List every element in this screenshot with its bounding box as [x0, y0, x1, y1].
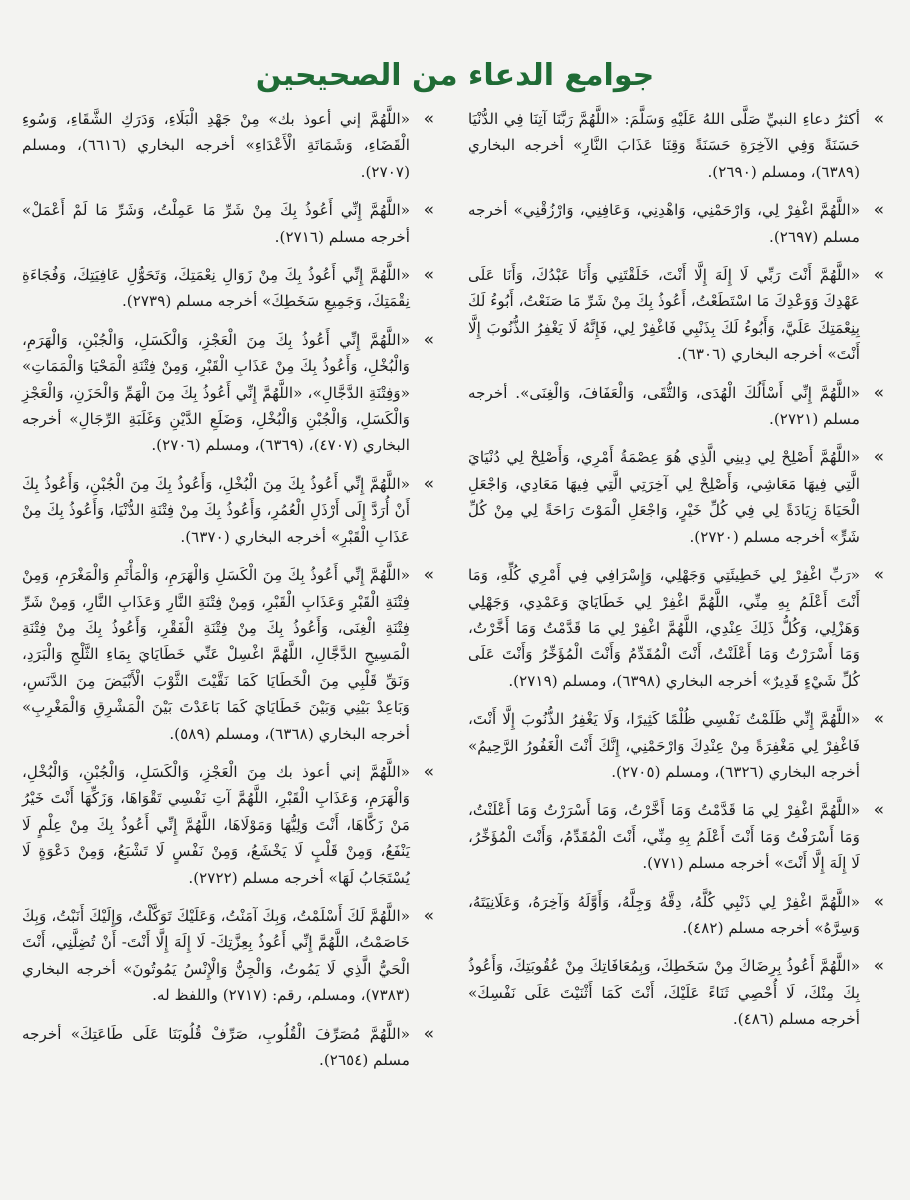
dua-text: «اللَّهُمَّ لَكَ أَسْلَمْتُ، وَبِكَ آمَنْتُ، وَعَلَيْكَ تَوَكَّلْتُ، وَإِلَيْكَ أَنَبْتُ، وَبِكَ خَاصَمْتُ، اللَّهُمَّ إِنِّي أَعُوذُ بِعِزَّتِكَ- لَا إِلَهَ إِلَّا أَنْتَ- أَنْ تُضِلَّنِي، أَنْتَ الْحَيُّ الَّذِي لَا يَمُوتُ، وَالْجِنُّ وَالْإِنْسُ يَمُوتُونَ» أخرجه البخاري (٧٣٨٣)، ومسلم، رقم: (٢٧١٧) واللفظ له. — [22, 906, 410, 1005]
dua-text: «اللَّهُمَّ اغْفِرْ لِي مَا قَدَّمْتُ وَمَا أَخَّرْتُ، وَمَا أَسْرَرْتُ وَمَا أَعْلَنْتُ، وَمَا أَسْرَفْتُ وَمَا أَنْتَ أَعْلَمُ بِهِ مِنِّي، أَنْتَ الْمُقَدِّمُ، وَأَنْتَ الْمُؤَخِّرُ، لَا إِلَهَ إِلَّا أَنْتَ» أخرجه مسلم (٧٧١). — [468, 801, 860, 873]
bullet-marker: » — [873, 956, 884, 977]
bullet-marker: » — [873, 382, 884, 403]
bullet-marker: » — [873, 709, 884, 730]
dua-text: «اللَّهُمَّ إِنِّي أَعُوذُ بِكَ مِنْ زَوَالِ نِعْمَتِكَ، وَتَحَوُّلِ عَافِيَتِكَ، وَفُجَاءَةِ نِقْمَتِكَ، وَجَمِيعِ سَخَطِكَ» أخرجه مسلم (٢٧٣٩). — [22, 266, 410, 311]
right-column — [468, 106, 886, 1045]
dua-item — [468, 380, 886, 433]
bullet-marker: » — [423, 565, 434, 586]
dua-text: «اللَّهُمَّ إِنِّي أَعُوذُ بِكَ مِنَ الْبُخْلِ، وَأَعُوذُ بِكَ مِنَ الْجُبْنِ، وَأَعُوذُ بِكَ أَنْ أُرَدَّ إِلَى أَرْذَلِ الْعُمُرِ، وَأَعُوذُ بِكَ مِنْ فِتْنَةِ الدُّنْيَا، وَأَعُوذُ بِكَ مِنْ عَذَابِ الْقَبْرِ» أخرجه البخاري (٦٣٧٠). — [22, 474, 410, 546]
bullet-marker: » — [873, 891, 884, 912]
dua-item — [22, 471, 436, 550]
dua-item — [468, 953, 886, 1032]
bullet-marker: » — [873, 565, 884, 586]
bullet-marker: » — [873, 800, 884, 821]
bullet-marker: » — [873, 109, 884, 129]
dua-item — [22, 759, 436, 891]
dua-text: «اللَّهُمَّ أَصْلِحْ لِي دِينِي الَّذِي هُوَ عِصْمَةُ أَمْرِي، وَأَصْلِحْ لِي دُنْيَايَ الَّتِي فِيهَا مَعَاشِي، وَأَصْلِحْ لِي آخِرَتِي الَّتِي فِيهَا مَعَادِي، وَاجْعَلِ الْحَيَاةَ زِيَادَةً لِي فِي كُلِّ خَيْرٍ، وَاجْعَلِ الْمَوْتَ رَاحَةً لِي مِنْ كُلِّ شَرٍّ» أخرجه مسلم (٢٧٢٠). — [468, 448, 860, 546]
dua-text: أكثرُ دعاءِ النبيِّ صَلَّى اللهُ عَلَيْهِ وَسَلَّمَ: «اللَّهُمَّ رَبَّنَا آتِنَا فِي الدُّنْيَا حَسَنَةً وَفِي الآخِرَةِ حَسَنَةً وَقِنَا عَذَابَ النَّارِ» أخرجه البخاري (٦٣٨٩)، ومسلم (٢٦٩٠). — [468, 110, 860, 181]
left-column — [22, 106, 436, 1085]
dua-text: «اللَّهُمَّ إِنِّي أَعُوذُ بِكَ مِنَ الْكَسَلِ وَالْهَرَمِ، وَالْمَأْثَمِ وَالْمَغْرَمِ، وَمِنْ فِتْنَةِ الْقَبْرِ وَعَذَابِ الْقَبْرِ، وَمِنْ فِتْنَةِ النَّارِ وَعَذَابِ النَّارِ، وَمِنْ شَرِّ فِتْنَةِ الْغِنَى، وَأَعُوذُ بِكَ مِنْ فِتْنَةِ الْفَقْرِ، وَأَعُوذُ بِكَ مِنْ فِتْنَةِ الْمَسِيحِ الدَّجَّالِ، اللَّهُمَّ اغْسِلْ عَنِّي خَطَايَايَ بِمَاءِ الثَّلْجِ وَالْبَرَدِ، وَنَقِّ قَلْبِي مِنَ الْخَطَايَا كَمَا نَقَّيْتَ الثَّوْبَ الْأَبْيَضَ مِنَ الدَّنَسِ، وَبَاعِدْ بَيْنِي وَبَيْنَ خَطَايَايَ كَمَا بَاعَدْتَ بَيْنَ الْمَشْرِقِ وَالْمَغْرِبِ» أخرجه البخاري (٦٣٦٨)، ومسلم (٥٨٩). — [22, 566, 410, 743]
dua-item — [468, 562, 886, 694]
bullet-marker: » — [423, 329, 434, 350]
bullet-marker: » — [873, 265, 884, 286]
dua-item — [22, 262, 436, 315]
dua-text: «اللَّهُمَّ إِنِّي ظَلَمْتُ نَفْسِي ظُلْمًا كَثِيرًا، وَلَا يَغْفِرُ الذُّنُوبَ إِلَّا أَنْتَ، فَاغْفِرْ لِي مَغْفِرَةً مِنْ عِنْدِكَ وَارْحَمْنِي، إِنَّكَ أَنْتَ الْغَفُورُ الرَّحِيمُ» أخرجه البخاري (٦٣٢٦)، ومسلم (٢٧٠٥). — [468, 710, 860, 781]
bullet-marker: » — [873, 447, 884, 468]
dua-item — [22, 903, 436, 1009]
bullet-marker: » — [423, 905, 434, 926]
dua-text: «اللَّهُمَّ إني أعوذ بك» مِنْ جَهْدِ الْبَلَاءِ، وَدَرَكِ الشَّقَاءِ، وَسُوءِ الْقَضَاءِ، وَشَمَاتَةِ الْأَعْدَاءِ» أخرجه البخاري (٦٦١٦)، ومسلم (٢٧٠٧). — [22, 110, 410, 181]
dua-item — [22, 327, 436, 459]
dua-item — [22, 106, 436, 185]
dua-text: «اللَّهُمَّ اغْفِرْ لِي، وَارْحَمْنِي، وَاهْدِنِي، وَعَافِنِي، وَارْزُقْنِي» أخرجه مسلم (٢٦٩٧). — [468, 201, 860, 246]
dua-item — [468, 889, 886, 942]
dua-item — [468, 106, 886, 185]
dua-text: «اللَّهُمَّ اغْفِرْ لِي ذَنْبِي كُلَّهُ، دِقَّهُ وَجِلَّهُ، وَأَوَّلَهُ وَآخِرَهُ، وَعَلَانِيَتَهُ، وَسِرَّهُ» أخرجه مسلم (٤٨٢). — [468, 892, 860, 937]
dua-text: «رَبِّ اغْفِرْ لِي خَطِيئَتِي وَجَهْلِي، وَإِسْرَافِي فِي أَمْرِي كُلِّهِ، وَمَا أَنْتَ أَعْلَمُ بِهِ مِنِّي، اللَّهُمَّ اغْفِرْ لِي خَطَايَايَ وَعَمْدِي، وَجَهْلِي وَهَزْلِي، وَكُلُّ ذَلِكَ عِنْدِي، اللَّهُمَّ اغْفِرْ لِي مَا قَدَّمْتُ وَمَا أَخَّرْتُ، وَمَا أَسْرَرْتُ وَمَا أَعْلَنْتُ، أَنْتَ الْمُقَدِّمُ وَأَنْتَ الْمُؤَخِّرُ وَأَنْتَ عَلَى كُلِّ شَيْءٍ قَدِيرٌ» أخرجه البخاري (٦٣٩٨)، ومسلم (٢٧١٩). — [468, 566, 860, 690]
dua-text: «اللَّهُمَّ أَعُوذُ بِرِضَاكَ مِنْ سَخَطِكَ، وَبِمُعَافَاتِكَ مِنْ عُقُوبَتِكَ، وَأَعُوذُ بِكَ مِنْكَ، لَا أُحْصِي ثَنَاءً عَلَيْكَ، أَنْتَ كَمَا أَثْنَيْتَ عَلَى نَفْسِكَ» أخرجه مسلم (٤٨٦). — [468, 957, 860, 1029]
dua-text: «اللَّهُمَّ مُصَرِّفَ الْقُلُوبِ، صَرِّفْ قُلُوبَنَا عَلَى طَاعَتِكَ» أخرجه مسلم (٢٦٥٤). — [22, 1024, 410, 1069]
bullet-marker: » — [423, 473, 434, 494]
dua-item — [468, 197, 886, 250]
bullet-marker: » — [873, 200, 884, 221]
dua-text: «اللَّهُمَّ إِنِّي أَعُوذُ بِكَ مِنْ شَرِّ مَا عَمِلْتُ، وَشَرِّ مَا لَمْ أَعْمَلْ» أخرجه مسلم (٢٧١٦). — [22, 201, 410, 246]
bullet-marker: » — [423, 265, 434, 286]
dua-item — [468, 444, 886, 550]
dua-text: «اللَّهُمَّ إِنِّي أَعُوذُ بِكَ مِنَ الْعَجْزِ، وَالْكَسَلِ، وَالْجُبْنِ، وَالْهَرَمِ، وَالْبُخْلِ، وَأَعُوذُ بِكَ مِنْ عَذَابِ الْقَبْرِ، وَمِنْ فِتْنَةِ الْمَحْيَا وَالْمَمَاتِ» «وَفِتْنَةِ الدَّجَّالِ»، «اللَّهُمَّ إِنِّي أَعُوذُ بِكَ مِنَ الْهَمِّ وَالْحَزَنِ، وَالْعَجْزِ وَالْكَسَلِ، وَالْجُبْنِ وَالْبُخْلِ، وَضَلَعِ الدَّيْنِ وَغَلَبَةِ الرِّجَالِ» أخرجه البخاري (٤٧٠٧)، (٦٣٦٩)، ومسلم (٢٧٠٦). — [22, 330, 410, 455]
bullet-marker: » — [423, 109, 434, 129]
bullet-marker: » — [423, 1023, 434, 1044]
dua-text: «اللَّهُمَّ إِنِّي أَسْأَلُكَ الْهُدَى، وَالتُّقَى، وَالْعَفَافَ، وَالْغِنَى». أخرجه مسلم (٢٧٢١). — [468, 383, 860, 429]
dua-item — [22, 562, 436, 747]
dua-item — [468, 706, 886, 785]
dua-item — [22, 1021, 436, 1074]
bullet-marker: » — [423, 200, 434, 221]
dua-item — [468, 797, 886, 876]
dua-text: «اللَّهُمَّ أَنْتَ رَبِّي لَا إِلَهَ إِلَّا أَنْتَ، خَلَقْتَنِي وَأَنَا عَبْدُكَ، وَأَنَا عَلَى عَهْدِكَ وَوَعْدِكَ مَا اسْتَطَعْتُ، أَعُوذُ بِكَ مِنْ شَرِّ مَا صَنَعْتُ، أَبُوءُ لَكَ بِنِعْمَتِكَ عَلَيَّ، وَأَبُوءُ لَكَ بِذَنْبِي فَاغْفِرْ لِي، فَإِنَّهُ لَا يَغْفِرُ الذُّنُوبَ إِلَّا أَنْتَ» أخرجه البخاري (٦٣٠٦). — [468, 266, 860, 364]
dua-item — [468, 262, 886, 368]
page-title: جوامع الدعاء من الصحيحين — [255, 58, 655, 93]
dua-text: «اللَّهُمَّ إني أعوذ بك مِنَ الْعَجْزِ، وَالْكَسَلِ، وَالْجُبْنِ، وَالْبُخْلِ، وَالْهَرَمِ، وَعَذَابِ الْقَبْرِ، اللَّهُمَّ آتِ نَفْسِي تَقْوَاهَا، وَزَكِّهَا أَنْتَ خَيْرُ مَنْ زَكَّاهَا، أَنْتَ وَلِيُّهَا وَمَوْلَاهَا، اللَّهُمَّ إِنِّي أَعُوذُ بِكَ مِنْ عِلْمٍ لَا يَنْفَعُ، وَمِنْ قَلْبٍ لَا يَخْشَعُ، وَمِنْ نَفْسٍ لَا تَشْبَعُ، وَمِنْ دَعْوَةٍ لَا يُسْتَجَابُ لَهَا» أخرجه مسلم (٢٧٢٢). — [22, 762, 410, 887]
bullet-marker: » — [423, 761, 434, 782]
dua-item — [22, 197, 436, 250]
